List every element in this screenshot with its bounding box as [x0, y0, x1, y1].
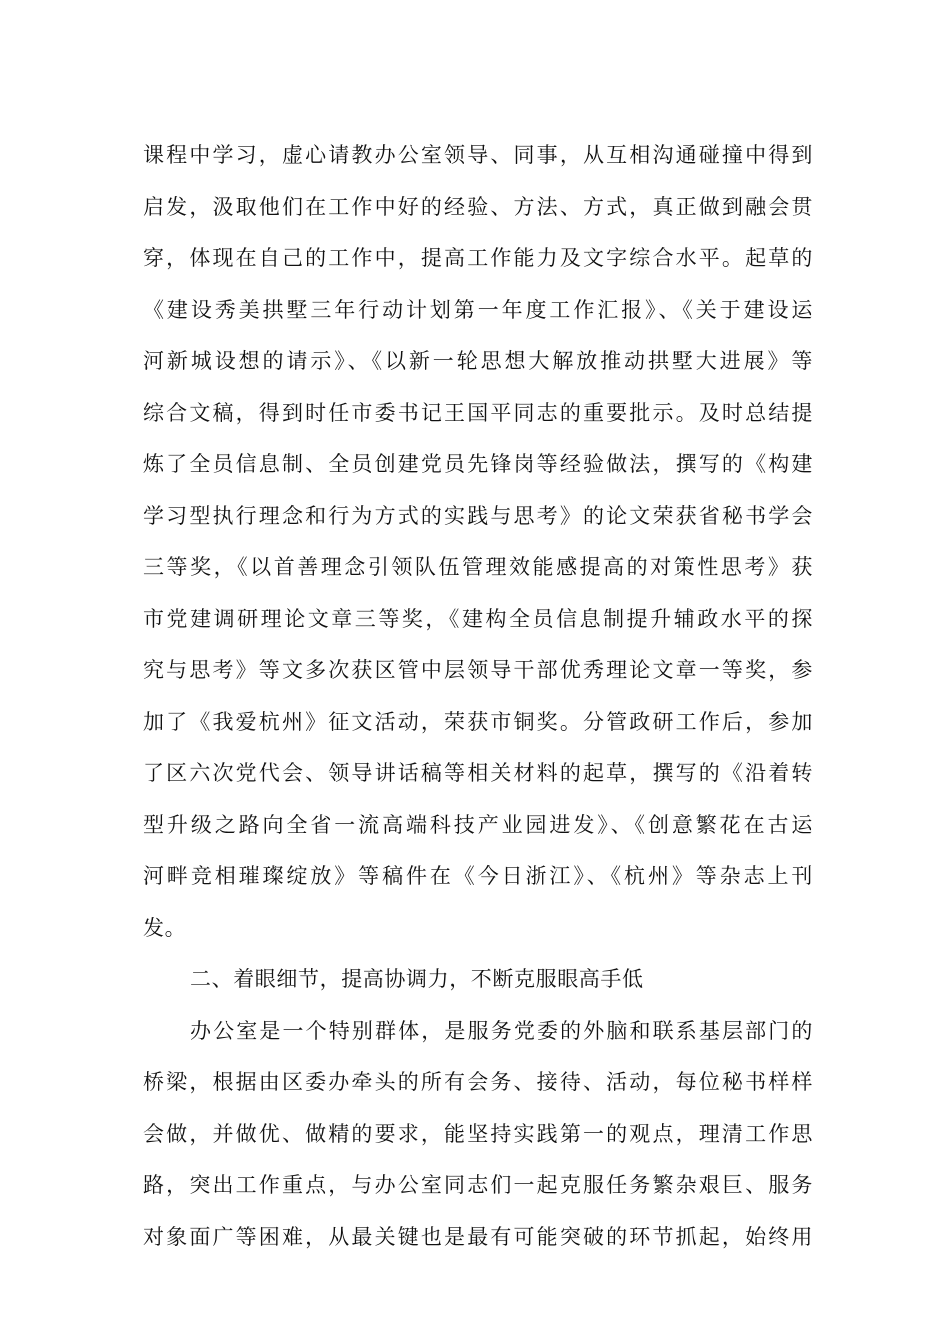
text-line: 学习型执行理念和行为方式的实践与思考》的论文荣获省秘书学会	[143, 503, 813, 528]
text-line: 了区六次党代会、领导讲话稿等相关材料的起草，撰写的《沿着转	[143, 761, 813, 785]
text-line: 究与思考》等文多次获区管中层领导干部优秀理论文章一等奖，参	[143, 658, 813, 682]
text-line: 启发，汲取他们在工作中好的经验、方法、方式，真正做到融会贯	[143, 194, 813, 219]
text-line: 课程中学习，虚心请教办公室领导、同事，从互相沟通碰撞中得到	[143, 143, 813, 167]
text-line: 《建设秀美拱墅三年行动计划第一年度工作汇报》、《关于建设运	[143, 297, 813, 322]
text-line: 河新城设想的请示》、《以新一轮思想大解放推动拱墅大进展》等	[143, 349, 813, 373]
text-line: 对象面广等困难，从最关键也是最有可能突破的环节抓起，始终用	[143, 1224, 813, 1249]
text-line: 综合文稿，得到时任市委书记王国平同志的重要批示。及时总结提	[143, 400, 813, 425]
text-line: 会做，并做优、做精的要求，能坚持实践第一的观点，理清工作思	[143, 1121, 813, 1146]
text-line: 路，突出工作重点，与办公室同志们一起克服任务繁杂艰巨、服务	[143, 1173, 813, 1197]
text-line: 加了《我爱杭州》征文活动，荣获市铜奖。分管政研工作后，参加	[143, 709, 813, 734]
body-text	[143, 130, 813, 1263]
text-line: 三等奖，《以首善理念引领队伍管理效能感提高的对策性思考》获	[143, 555, 813, 579]
text-line: 型升级之路向全省一流高端科技产业园进发》、《创意繁花在古运	[143, 812, 813, 837]
text-line: 穿，体现在自己的工作中，提高工作能力及文字综合水平。起草的	[143, 246, 813, 270]
text-line: 桥梁，根据由区委办牵头的所有会务、接待、活动，每位秘书样样	[143, 1070, 813, 1094]
text-line: 炼了全员信息制、全员创建党员先锋岗等经验做法，撰写的《构建	[143, 452, 813, 476]
text-line: 发。	[143, 915, 187, 940]
text-line: 河畔竞相璀璨绽放》等稿件在《今日浙江》、《杭州》等杂志上刊	[143, 864, 813, 888]
section-heading: 二、着眼细节，提高协调力，不断克服眼高手低	[190, 967, 644, 991]
paragraph-first-line: 办公室是一个特别群体，是服务党委的外脑和联系基层部门的	[190, 1018, 813, 1043]
text-line: 市党建调研理论文章三等奖，《建构全员信息制提升辅政水平的探	[143, 606, 813, 631]
